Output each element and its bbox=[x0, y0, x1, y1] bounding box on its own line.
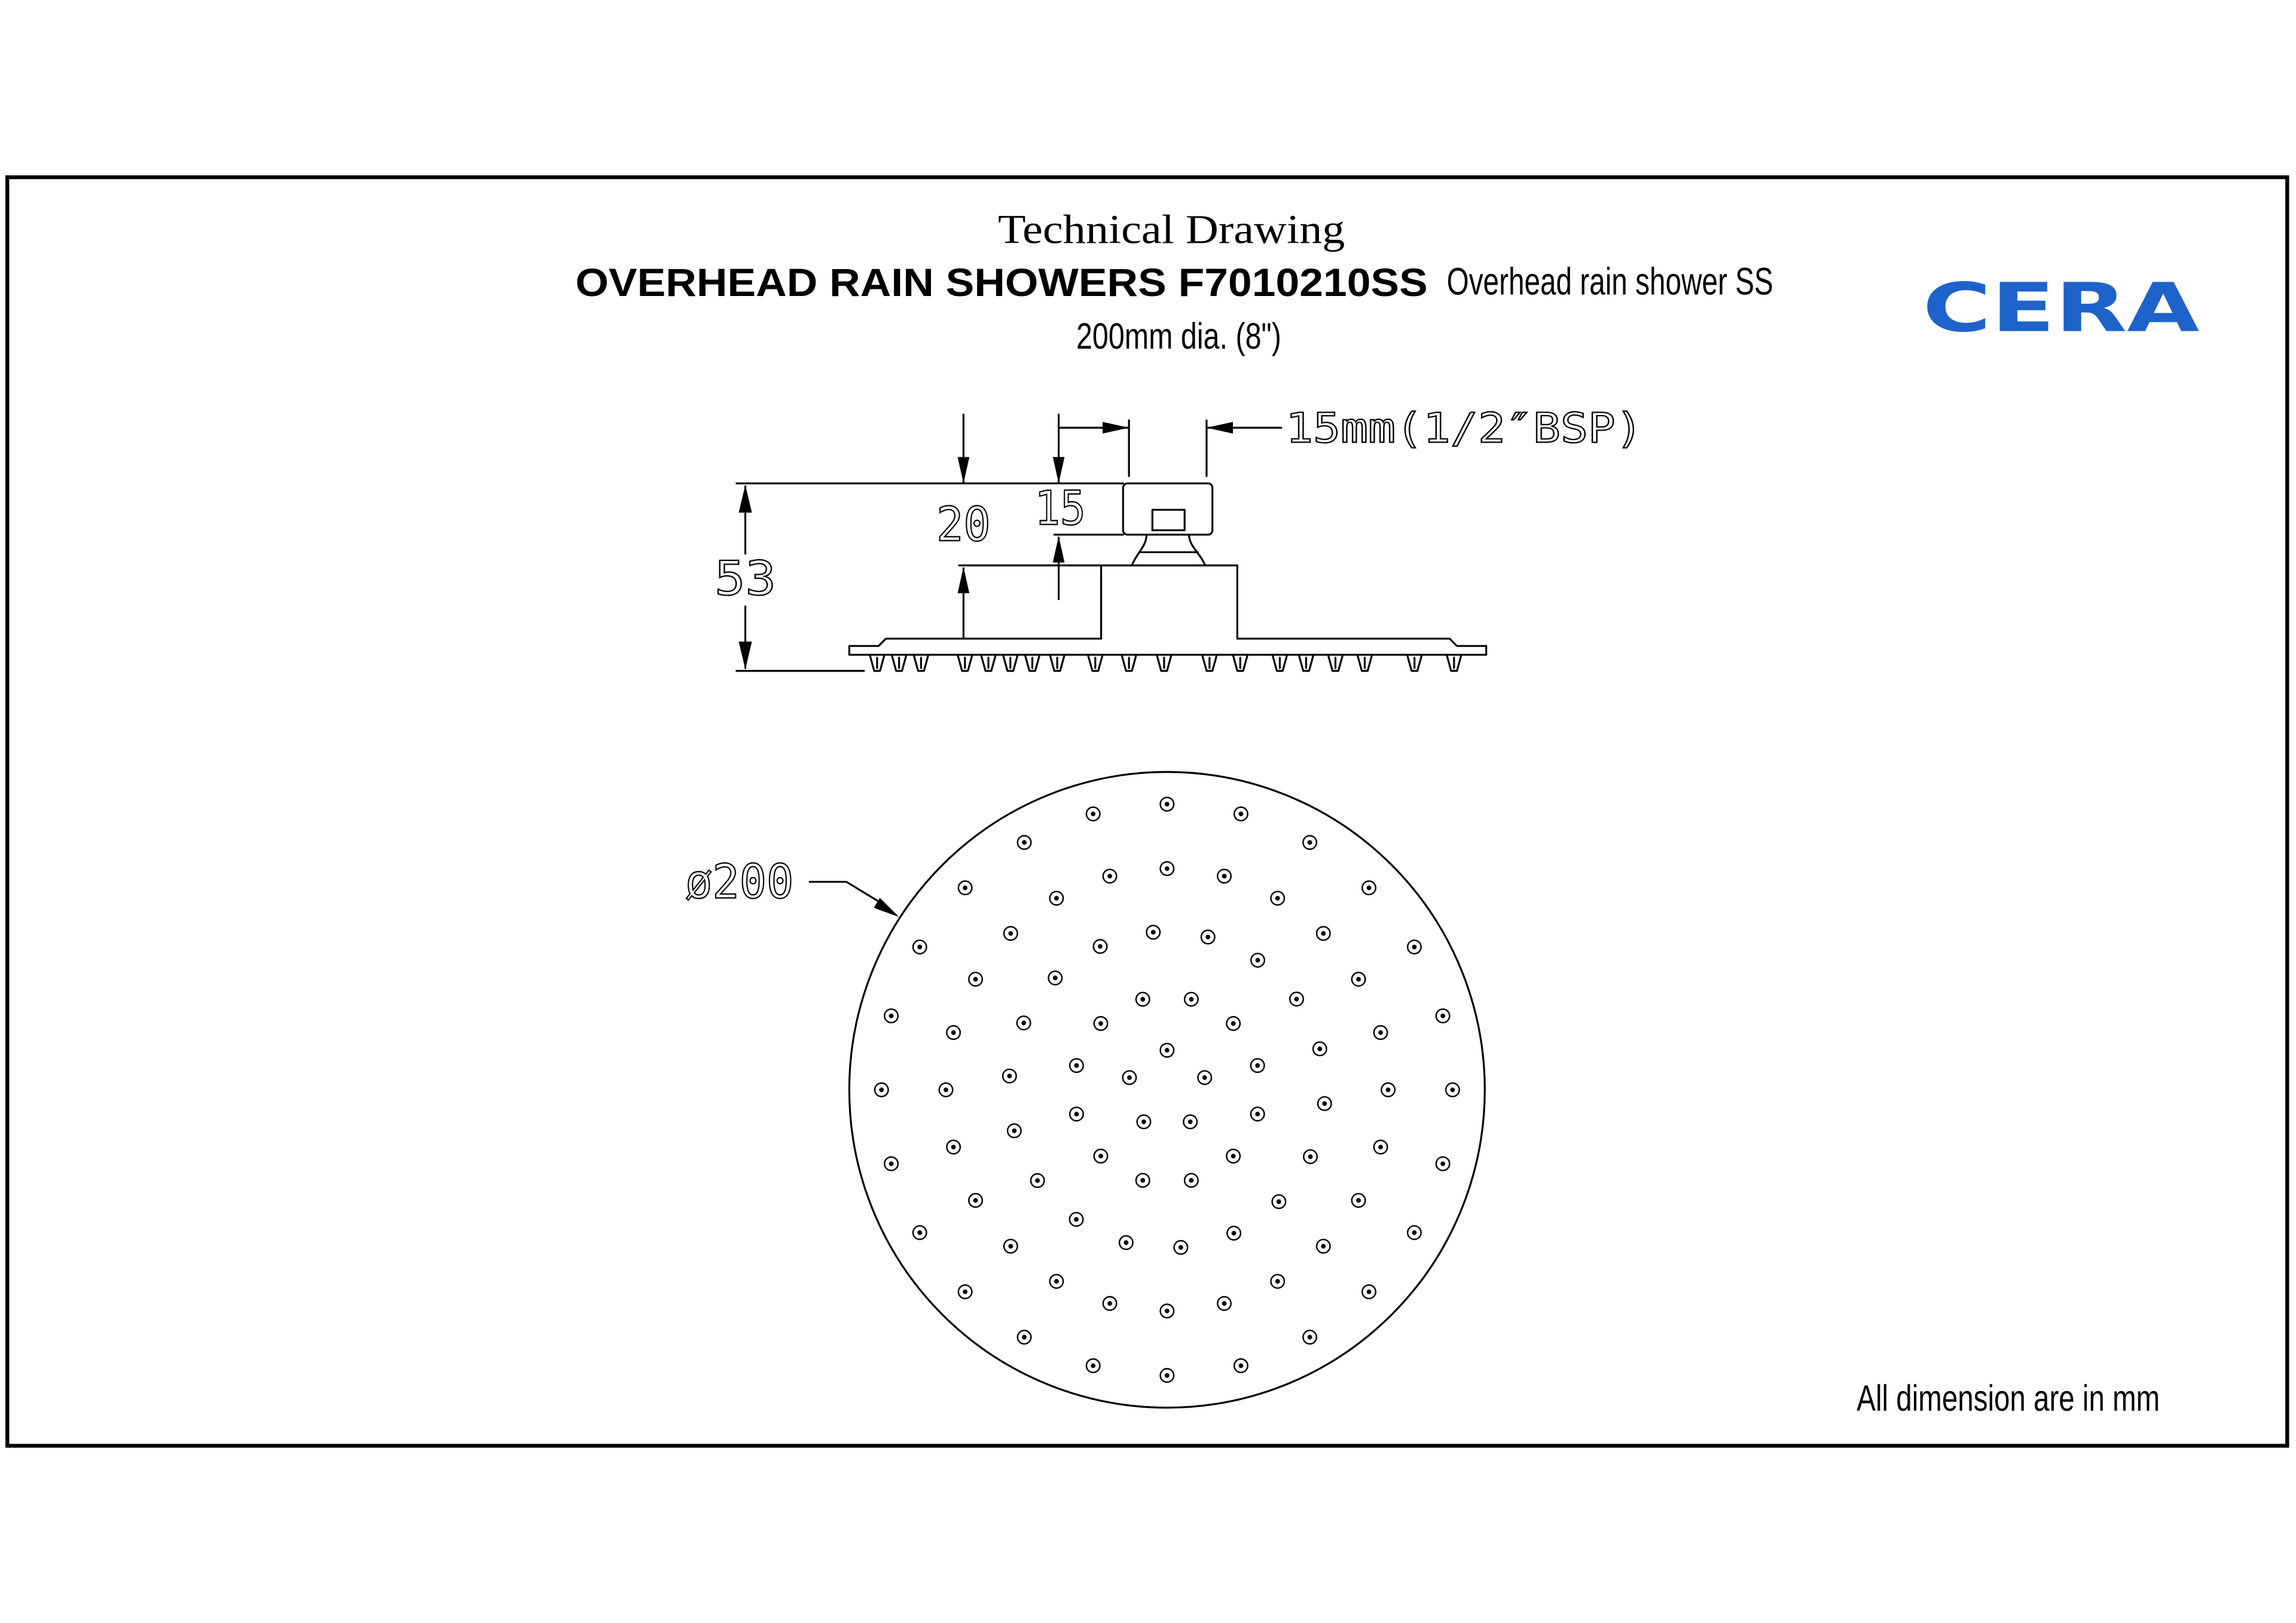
spray-nozzle-dot bbox=[1381, 1083, 1395, 1097]
spray-nozzle-pattern bbox=[875, 797, 1460, 1382]
spray-nozzle-dot bbox=[1303, 1331, 1317, 1344]
spray-nozzle-dot bbox=[1313, 1042, 1327, 1056]
spray-nozzle-dot bbox=[1226, 1017, 1240, 1030]
spray-nozzle-dot bbox=[947, 1140, 960, 1154]
drawing-title: Technical Drawing bbox=[997, 206, 1345, 252]
spray-nozzle-dot bbox=[1272, 1195, 1286, 1209]
spray-nozzle-dot bbox=[1183, 1115, 1197, 1129]
spray-nozzle-dot bbox=[1161, 1044, 1174, 1057]
spray-nozzle-dot bbox=[969, 972, 982, 986]
dimension-nut-height-label: 15 bbox=[1034, 481, 1086, 536]
spray-nozzle-dot bbox=[1103, 1296, 1117, 1310]
spray-nozzle-dot bbox=[1031, 1174, 1045, 1188]
spray-nozzle-dot bbox=[1234, 807, 1248, 821]
spray-nozzle-dot bbox=[1070, 1108, 1083, 1121]
top-view bbox=[685, 772, 1485, 1408]
spray-nozzle-dot bbox=[1003, 1069, 1016, 1083]
spray-nozzle-dot bbox=[1123, 1071, 1137, 1085]
spray-nozzle-dot bbox=[1234, 1359, 1248, 1372]
spray-nozzle-dot bbox=[913, 1226, 927, 1240]
side-nozzle bbox=[1328, 655, 1342, 671]
spray-nozzle-dot bbox=[1161, 1369, 1174, 1383]
spray-nozzle-dot bbox=[1018, 1331, 1031, 1344]
spray-nozzle-dot bbox=[1103, 870, 1117, 883]
spray-nozzle-dot bbox=[958, 1285, 972, 1299]
spray-nozzle-dot bbox=[1119, 1236, 1133, 1250]
spray-nozzle-dot bbox=[1136, 1174, 1150, 1188]
spray-nozzle-dot bbox=[1184, 1174, 1198, 1188]
side-nozzle bbox=[1233, 655, 1247, 671]
spray-nozzle-dot bbox=[1147, 926, 1161, 939]
spray-nozzle-dot bbox=[1086, 1359, 1100, 1372]
spray-nozzle-dot bbox=[939, 1083, 953, 1097]
spray-nozzle-dot bbox=[1303, 1150, 1317, 1164]
side-nozzle bbox=[891, 655, 906, 671]
spray-nozzle-dot bbox=[1407, 1226, 1421, 1240]
spray-nozzle-dot bbox=[1018, 835, 1031, 849]
side-nozzle bbox=[1050, 655, 1064, 671]
spray-nozzle-dot bbox=[1226, 1149, 1240, 1163]
product-size: 200mm dia. (8") bbox=[1076, 315, 1281, 356]
spray-nozzle-dot bbox=[1374, 1026, 1388, 1039]
spray-nozzle-dot bbox=[1174, 1241, 1188, 1255]
spray-plate bbox=[849, 639, 1486, 655]
spray-nozzle-dot bbox=[1352, 972, 1366, 986]
spray-nozzle-dot bbox=[884, 1157, 898, 1171]
side-nozzle bbox=[1003, 655, 1018, 671]
spray-nozzle-dot bbox=[1070, 1213, 1083, 1227]
spray-nozzle-dot bbox=[1094, 939, 1107, 953]
side-nozzle bbox=[1447, 655, 1461, 671]
side-nozzle bbox=[1025, 655, 1039, 671]
side-nozzle bbox=[981, 655, 996, 671]
side-nozzle bbox=[870, 655, 884, 671]
product-name: OVERHEAD RAIN SHOWERS F7010210SS bbox=[575, 260, 1428, 305]
spray-nozzle-dot bbox=[913, 940, 927, 954]
side-nozzle bbox=[1088, 655, 1103, 671]
spray-nozzle-dot bbox=[1217, 870, 1231, 883]
spray-nozzle-dot bbox=[1004, 1240, 1018, 1253]
spray-nozzle-dot bbox=[1362, 1285, 1376, 1299]
spray-nozzle-dot bbox=[1004, 927, 1018, 941]
spray-nozzle-dot bbox=[1251, 1108, 1265, 1121]
spray-nozzle-dot bbox=[884, 1009, 898, 1023]
spray-nozzle-dot bbox=[1137, 1115, 1151, 1129]
spray-nozzle-dot bbox=[1086, 807, 1100, 821]
spray-nozzle-dot bbox=[1317, 1240, 1330, 1253]
spray-nozzle-dot bbox=[1161, 862, 1174, 875]
spray-nozzle-dot bbox=[1251, 1059, 1265, 1073]
spray-nozzle-dot bbox=[1227, 1227, 1241, 1240]
spray-nozzle-dot bbox=[1446, 1083, 1460, 1097]
spray-nozzle-dot bbox=[1201, 931, 1215, 944]
spray-nozzle-dot bbox=[1050, 892, 1064, 905]
spray-nozzle-dot bbox=[1049, 971, 1062, 985]
thread-callout bbox=[1207, 405, 1643, 453]
spray-nozzle-dot bbox=[1136, 993, 1150, 1006]
spray-nozzle-dot bbox=[1436, 1157, 1450, 1171]
spray-nozzle-dot bbox=[1094, 1149, 1108, 1163]
side-nozzle bbox=[1357, 655, 1372, 671]
thread-callout-label: 15mm(1/2″BSP) bbox=[1286, 404, 1643, 453]
spray-nozzle-dot bbox=[958, 881, 972, 895]
side-nozzle bbox=[914, 655, 928, 671]
spray-nozzle-dot bbox=[1070, 1059, 1083, 1073]
dimension-nut-height bbox=[1034, 414, 1129, 599]
connection-nut bbox=[1123, 483, 1212, 535]
side-nozzle bbox=[1122, 655, 1136, 671]
spray-nozzle-dot bbox=[969, 1194, 982, 1207]
ball-joint bbox=[1132, 535, 1205, 565]
shower-body bbox=[1101, 565, 1238, 638]
drawing-border bbox=[7, 177, 2287, 1445]
spray-nozzle-dot bbox=[1318, 1097, 1332, 1111]
spray-nozzle-dot bbox=[1217, 1296, 1231, 1310]
spray-nozzle-dot bbox=[1362, 881, 1376, 895]
spray-nozzle-dot bbox=[1017, 1016, 1031, 1030]
spray-nozzle-dot bbox=[1251, 953, 1265, 967]
spray-nozzle-dot bbox=[1374, 1140, 1388, 1154]
side-nozzle bbox=[1202, 655, 1217, 671]
spray-nozzle-dot bbox=[1317, 927, 1330, 941]
side-nozzle-row bbox=[870, 655, 1461, 671]
side-nozzle bbox=[1407, 655, 1421, 671]
spray-nozzle-dot bbox=[1198, 1071, 1211, 1085]
dimension-total-height-label: 53 bbox=[715, 551, 776, 606]
cera-logo: CERA bbox=[1922, 268, 2200, 347]
diameter-callout bbox=[685, 855, 899, 917]
spray-nozzle-dot bbox=[1352, 1194, 1366, 1207]
spray-nozzle-dot bbox=[1407, 940, 1421, 954]
spray-nozzle-dot bbox=[1271, 892, 1284, 905]
spray-nozzle-dot bbox=[1271, 1274, 1284, 1288]
dimension-body-height bbox=[936, 414, 991, 639]
dimension-body-height-label: 20 bbox=[936, 497, 991, 552]
diameter-label: ø200 bbox=[685, 855, 794, 910]
units-note: All dimension are in mm bbox=[1857, 1377, 2160, 1418]
product-description: Overhead rain shower SS bbox=[1446, 260, 1773, 303]
spray-nozzle-dot bbox=[1007, 1124, 1021, 1138]
spray-nozzle-dot bbox=[1290, 992, 1303, 1006]
side-nozzle bbox=[1157, 655, 1171, 671]
spray-nozzle-dot bbox=[875, 1083, 889, 1097]
side-nozzle bbox=[1272, 655, 1287, 671]
side-view bbox=[715, 405, 1643, 671]
spray-nozzle-dot bbox=[1161, 1304, 1174, 1318]
spray-nozzle-dot bbox=[947, 1026, 960, 1039]
spray-nozzle-dot bbox=[1161, 797, 1174, 811]
side-nozzle bbox=[1299, 655, 1313, 671]
spray-nozzle-dot bbox=[1436, 1009, 1450, 1023]
spray-nozzle-dot bbox=[1303, 835, 1317, 849]
spray-nozzle-dot bbox=[1094, 1017, 1108, 1030]
dimension-total-height bbox=[715, 485, 776, 670]
spray-nozzle-dot bbox=[1184, 993, 1198, 1006]
side-nozzle bbox=[958, 655, 972, 671]
spray-nozzle-dot bbox=[1050, 1274, 1064, 1288]
